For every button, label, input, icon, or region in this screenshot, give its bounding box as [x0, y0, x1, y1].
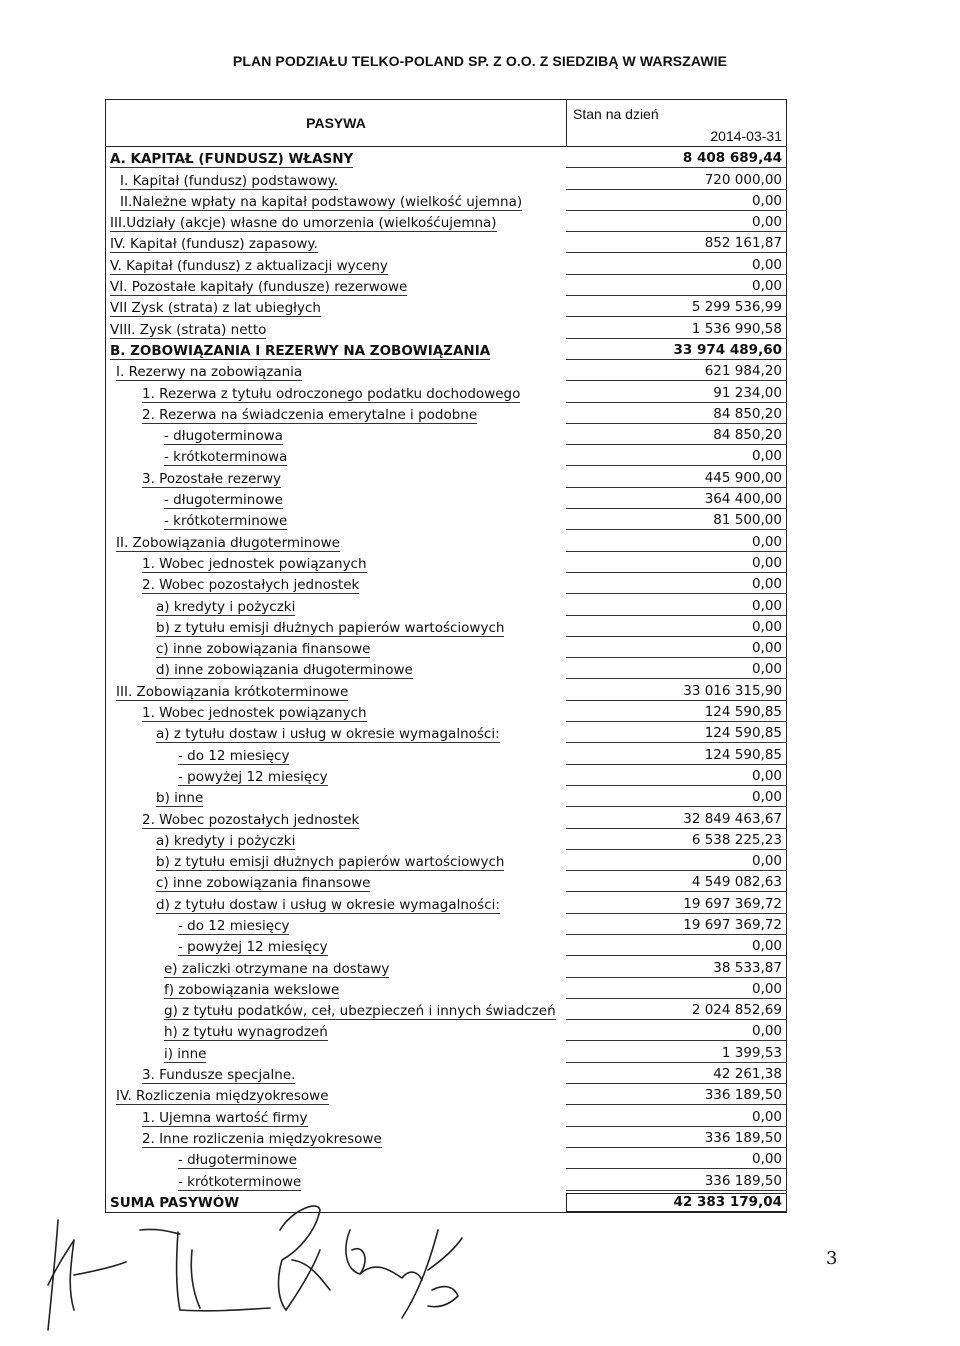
stan-label: Stan na dzień	[573, 106, 659, 122]
table-row	[106, 765, 786, 786]
table-row	[106, 892, 786, 913]
row-label-text: VII Zysk (strata) z lat ubiegłych	[110, 300, 321, 317]
row-value: 0,00	[566, 534, 786, 552]
row-value: 0,00	[566, 619, 786, 637]
row-label	[106, 705, 566, 722]
row-label-text: I. Kapitał (fundusz) podstawowy.	[120, 172, 339, 189]
row-value: 0,00	[566, 598, 786, 616]
row-label	[106, 662, 566, 679]
row-label-text: - krótkoterminowe	[178, 1173, 302, 1190]
row-label	[106, 577, 566, 594]
table-row	[106, 829, 786, 850]
table-row	[106, 168, 786, 189]
row-label-text: i) inne	[164, 1045, 207, 1062]
table-row	[106, 1084, 786, 1105]
row-label	[106, 982, 566, 999]
table-row	[106, 275, 786, 296]
row-label	[106, 1024, 566, 1041]
row-value: 124 590,85	[566, 747, 786, 765]
table-row	[106, 701, 786, 722]
row-value: 336 189,50	[566, 1087, 786, 1105]
table-row	[106, 253, 786, 274]
row-label	[106, 322, 566, 339]
row-label	[106, 939, 566, 956]
table-row	[106, 956, 786, 977]
table-row	[106, 1041, 786, 1062]
table-row	[106, 679, 786, 700]
row-label-text: III.Udziały (akcje) własne do umorzenia (wielkośćujemna)	[110, 215, 497, 232]
row-label-text: - krótkoterminowe	[164, 513, 288, 530]
table-row	[106, 403, 786, 424]
row-value: 0,00	[566, 278, 786, 296]
row-label	[106, 833, 566, 850]
row-value: 19 697 369,72	[566, 896, 786, 914]
row-value: 0,00	[566, 193, 786, 211]
table-row	[106, 211, 786, 232]
row-label	[106, 1152, 566, 1169]
table-row	[106, 573, 786, 594]
row-value: 33 016 315,90	[566, 683, 786, 701]
row-label-text: a) kredyty i pożyczki	[156, 598, 296, 615]
row-label	[106, 769, 566, 786]
row-label-text: VIII. Zysk (strata) netto	[110, 321, 267, 338]
row-label-text: SUMA PASYWÓW	[110, 1194, 240, 1211]
table-row	[106, 999, 786, 1020]
row-label	[106, 1110, 566, 1127]
row-label-text: b) z tytułu emisji dłużnych papierów wartościowych	[156, 619, 505, 636]
row-label-text: a) z tytułu dostaw i usług w okresie wymagalności:	[156, 726, 500, 743]
row-label	[106, 343, 566, 360]
table-row	[106, 232, 786, 253]
row-value: 0,00	[566, 981, 786, 999]
row-value: 19 697 369,72	[566, 917, 786, 935]
row-value: 32 849 463,67	[566, 811, 786, 829]
row-value: 84 850,20	[566, 427, 786, 445]
row-label	[106, 748, 566, 765]
row-label	[106, 471, 566, 488]
row-label	[106, 300, 566, 317]
table-row	[106, 786, 786, 807]
table-row	[106, 871, 786, 892]
table-row	[106, 1020, 786, 1041]
table-row	[106, 935, 786, 956]
row-value: 6 538 225,23	[566, 832, 786, 850]
section-heading: PASYWA	[106, 100, 567, 146]
row-label	[106, 407, 566, 424]
row-label-text: 2. Wobec pozostałych jednostek	[142, 577, 360, 594]
row-label	[106, 492, 566, 509]
row-value: 8 408 689,44	[566, 150, 786, 168]
row-value: 0,00	[566, 768, 786, 786]
row-label	[106, 215, 566, 232]
row-value: 0,00	[566, 257, 786, 275]
row-label-text: - powyżej 12 miesięcy	[178, 768, 328, 785]
table-row	[106, 147, 786, 168]
row-value: 720 000,00	[566, 172, 786, 190]
row-value: 0,00	[566, 576, 786, 594]
row-label	[106, 918, 566, 935]
row-label	[106, 620, 566, 637]
table-row	[106, 424, 786, 445]
row-label	[106, 258, 566, 275]
table-row	[106, 1148, 786, 1169]
row-label-text: 1. Ujemna wartość firmy	[142, 1109, 308, 1126]
row-label	[106, 726, 566, 743]
row-label-text: II. Zobowiązania długoterminowe	[116, 534, 340, 551]
row-label	[106, 1174, 566, 1191]
table-row	[106, 616, 786, 637]
table-row	[106, 637, 786, 658]
row-label-text: b) inne	[156, 790, 204, 807]
row-label-text: VI. Pozostałe kapitały (fundusze) rezerwowe	[110, 279, 408, 296]
row-label	[106, 599, 566, 616]
row-label	[106, 1003, 566, 1020]
row-value: 621 984,20	[566, 363, 786, 381]
row-label-text: - powyżej 12 miesięcy	[178, 939, 328, 956]
date-header	[567, 100, 786, 146]
row-value: 852 161,87	[566, 235, 786, 253]
row-value: 1 399,53	[566, 1045, 786, 1063]
row-label-text: d) z tytułu dostaw i usług w okresie wymagalności:	[156, 896, 500, 913]
row-label	[106, 236, 566, 253]
table-row	[106, 552, 786, 573]
table-header	[106, 100, 786, 147]
table-row	[106, 1127, 786, 1148]
handwritten-signatures	[30, 1190, 490, 1340]
row-value: 0,00	[566, 640, 786, 658]
row-label	[106, 961, 566, 978]
row-value: 0,00	[566, 214, 786, 232]
table-row	[106, 722, 786, 743]
row-label	[106, 194, 566, 211]
row-value: 445 900,00	[566, 470, 786, 488]
row-label-text: A. KAPITAŁ (FUNDUSZ) WŁASNY	[110, 151, 354, 168]
row-label-text: c) inne zobowiązania finansowe	[156, 641, 371, 658]
table-row	[106, 850, 786, 871]
table-row	[106, 445, 786, 466]
row-label-text: a) kredyty i pożyczki	[156, 832, 296, 849]
row-value: 5 299 536,99	[566, 299, 786, 317]
table-row	[106, 807, 786, 828]
row-label	[106, 449, 566, 466]
liabilities-table	[105, 99, 787, 1213]
table-row	[106, 1169, 786, 1190]
row-label-text: - do 12 miesięcy	[178, 917, 290, 934]
row-label-text: e) zaliczki otrzymane na dostawy	[164, 960, 390, 977]
row-label-text: 3. Pozostałe rezerwy	[142, 470, 282, 487]
row-label-text: c) inne zobowiązania finansowe	[156, 875, 371, 892]
row-label	[106, 1067, 566, 1084]
row-label-text: 1. Wobec jednostek powiązanych	[142, 555, 367, 572]
row-value: 91 234,00	[566, 385, 786, 403]
row-label	[106, 428, 566, 445]
table-row	[106, 339, 786, 360]
row-value: 336 189,50	[566, 1173, 786, 1191]
report-date: 2014-03-31	[710, 128, 782, 144]
table-row	[106, 466, 786, 487]
row-value: 0,00	[566, 853, 786, 871]
row-label	[106, 790, 566, 807]
row-label	[106, 151, 566, 168]
row-label	[106, 897, 566, 914]
row-value: 84 850,20	[566, 406, 786, 424]
row-label-text: d) inne zobowiązania długoterminowe	[156, 662, 413, 679]
row-label-text: f) zobowiązania wekslowe	[164, 981, 340, 998]
row-label	[106, 684, 566, 701]
row-label-text: b) z tytułu emisji dłużnych papierów wartościowych	[156, 854, 505, 871]
row-value: 2 024 852,69	[566, 1002, 786, 1020]
row-label	[106, 875, 566, 892]
row-value: 0,00	[566, 1023, 786, 1041]
table-row	[106, 743, 786, 764]
row-label-text: - krótkoterminowa	[164, 449, 288, 466]
row-label-text: - długoterminowe	[164, 492, 283, 509]
row-value: 0,00	[566, 661, 786, 679]
table-row	[106, 488, 786, 509]
table-row	[106, 360, 786, 381]
page-number: 3	[826, 1248, 838, 1269]
row-value: 0,00	[566, 938, 786, 956]
row-label-text: II.Należne wpłaty na kapitał podstawowy (wielkość ujemna)	[120, 193, 523, 210]
row-label	[106, 1046, 566, 1063]
row-value: 0,00	[566, 555, 786, 573]
row-label-text: 3. Fundusze specjalne.	[142, 1067, 296, 1084]
row-value: 336 189,50	[566, 1130, 786, 1148]
row-label	[106, 556, 566, 573]
row-value: 124 590,85	[566, 704, 786, 722]
row-label	[106, 364, 566, 381]
row-label	[106, 854, 566, 871]
table-row	[106, 914, 786, 935]
row-label	[106, 1088, 566, 1105]
row-label-text: 2. Inne rozliczenia międzyokresowe	[142, 1130, 382, 1147]
row-value: 1 536 990,58	[566, 321, 786, 339]
row-label	[106, 812, 566, 829]
document-title: PLAN PODZIAŁU TELKO-POLAND SP. Z O.O. Z SIEDZIBĄ W WARSZAWIE	[232, 53, 728, 69]
row-value: 38 533,87	[566, 960, 786, 978]
row-label-text: g) z tytułu podatków, ceł, ubezpieczeń i innych świadczeń	[164, 1003, 556, 1020]
row-label	[106, 173, 566, 190]
table-row	[106, 296, 786, 317]
table-row	[106, 1063, 786, 1084]
table-row	[106, 658, 786, 679]
row-value: 81 500,00	[566, 512, 786, 530]
row-label-text: IV. Rozliczenia międzyokresowe	[116, 1088, 329, 1105]
row-label-text: 2. Rezerwa na świadczenia emerytalne i podobne	[142, 406, 478, 423]
row-value: 33 974 489,60	[566, 342, 786, 360]
row-label	[106, 513, 566, 530]
row-value: 42 261,38	[566, 1066, 786, 1084]
row-value: 0,00	[566, 1109, 786, 1127]
table-row	[106, 190, 786, 211]
row-label-text: 2. Wobec pozostałych jednostek	[142, 811, 360, 828]
table-row	[106, 509, 786, 530]
row-label	[106, 535, 566, 552]
row-value: 0,00	[566, 1151, 786, 1169]
row-label-text: 1. Wobec jednostek powiązanych	[142, 705, 367, 722]
row-label-text: I. Rezerwy na zobowiązania	[116, 364, 303, 381]
row-value: 4 549 082,63	[566, 874, 786, 892]
row-label-text: III. Zobowiązania krótkoterminowe	[116, 683, 349, 700]
table-row	[106, 594, 786, 615]
row-value: 0,00	[566, 448, 786, 466]
row-label	[106, 279, 566, 296]
table-row	[106, 317, 786, 338]
table-row	[106, 1105, 786, 1126]
row-value: 364 400,00	[566, 491, 786, 509]
row-value: 0,00	[566, 789, 786, 807]
table-row	[106, 381, 786, 402]
row-label	[106, 1131, 566, 1148]
table-row	[106, 530, 786, 551]
row-label-text: h) z tytułu wynagrodzeń	[164, 1024, 328, 1041]
row-label-text: 1. Rezerwa z tytułu odroczonego podatku dochodowego	[142, 385, 521, 402]
row-label	[106, 386, 566, 403]
row-label-text: V. Kapitał (fundusz) z aktualizacji wyceny	[110, 257, 388, 274]
row-label-text: B. ZOBOWIĄZANIA I REZERWY NA ZOBOWIĄZANIA	[110, 342, 491, 359]
row-value: 42 383 179,04	[566, 1193, 786, 1212]
row-label-text: - do 12 miesięcy	[178, 747, 290, 764]
row-label-text: IV. Kapitał (fundusz) zapasowy.	[110, 236, 318, 253]
row-label-text: - długoterminowe	[178, 1152, 297, 1169]
table-row	[106, 978, 786, 999]
table-body	[106, 147, 786, 1213]
row-label	[106, 641, 566, 658]
row-value: 124 590,85	[566, 725, 786, 743]
row-label-text: - długoterminowa	[164, 428, 283, 445]
